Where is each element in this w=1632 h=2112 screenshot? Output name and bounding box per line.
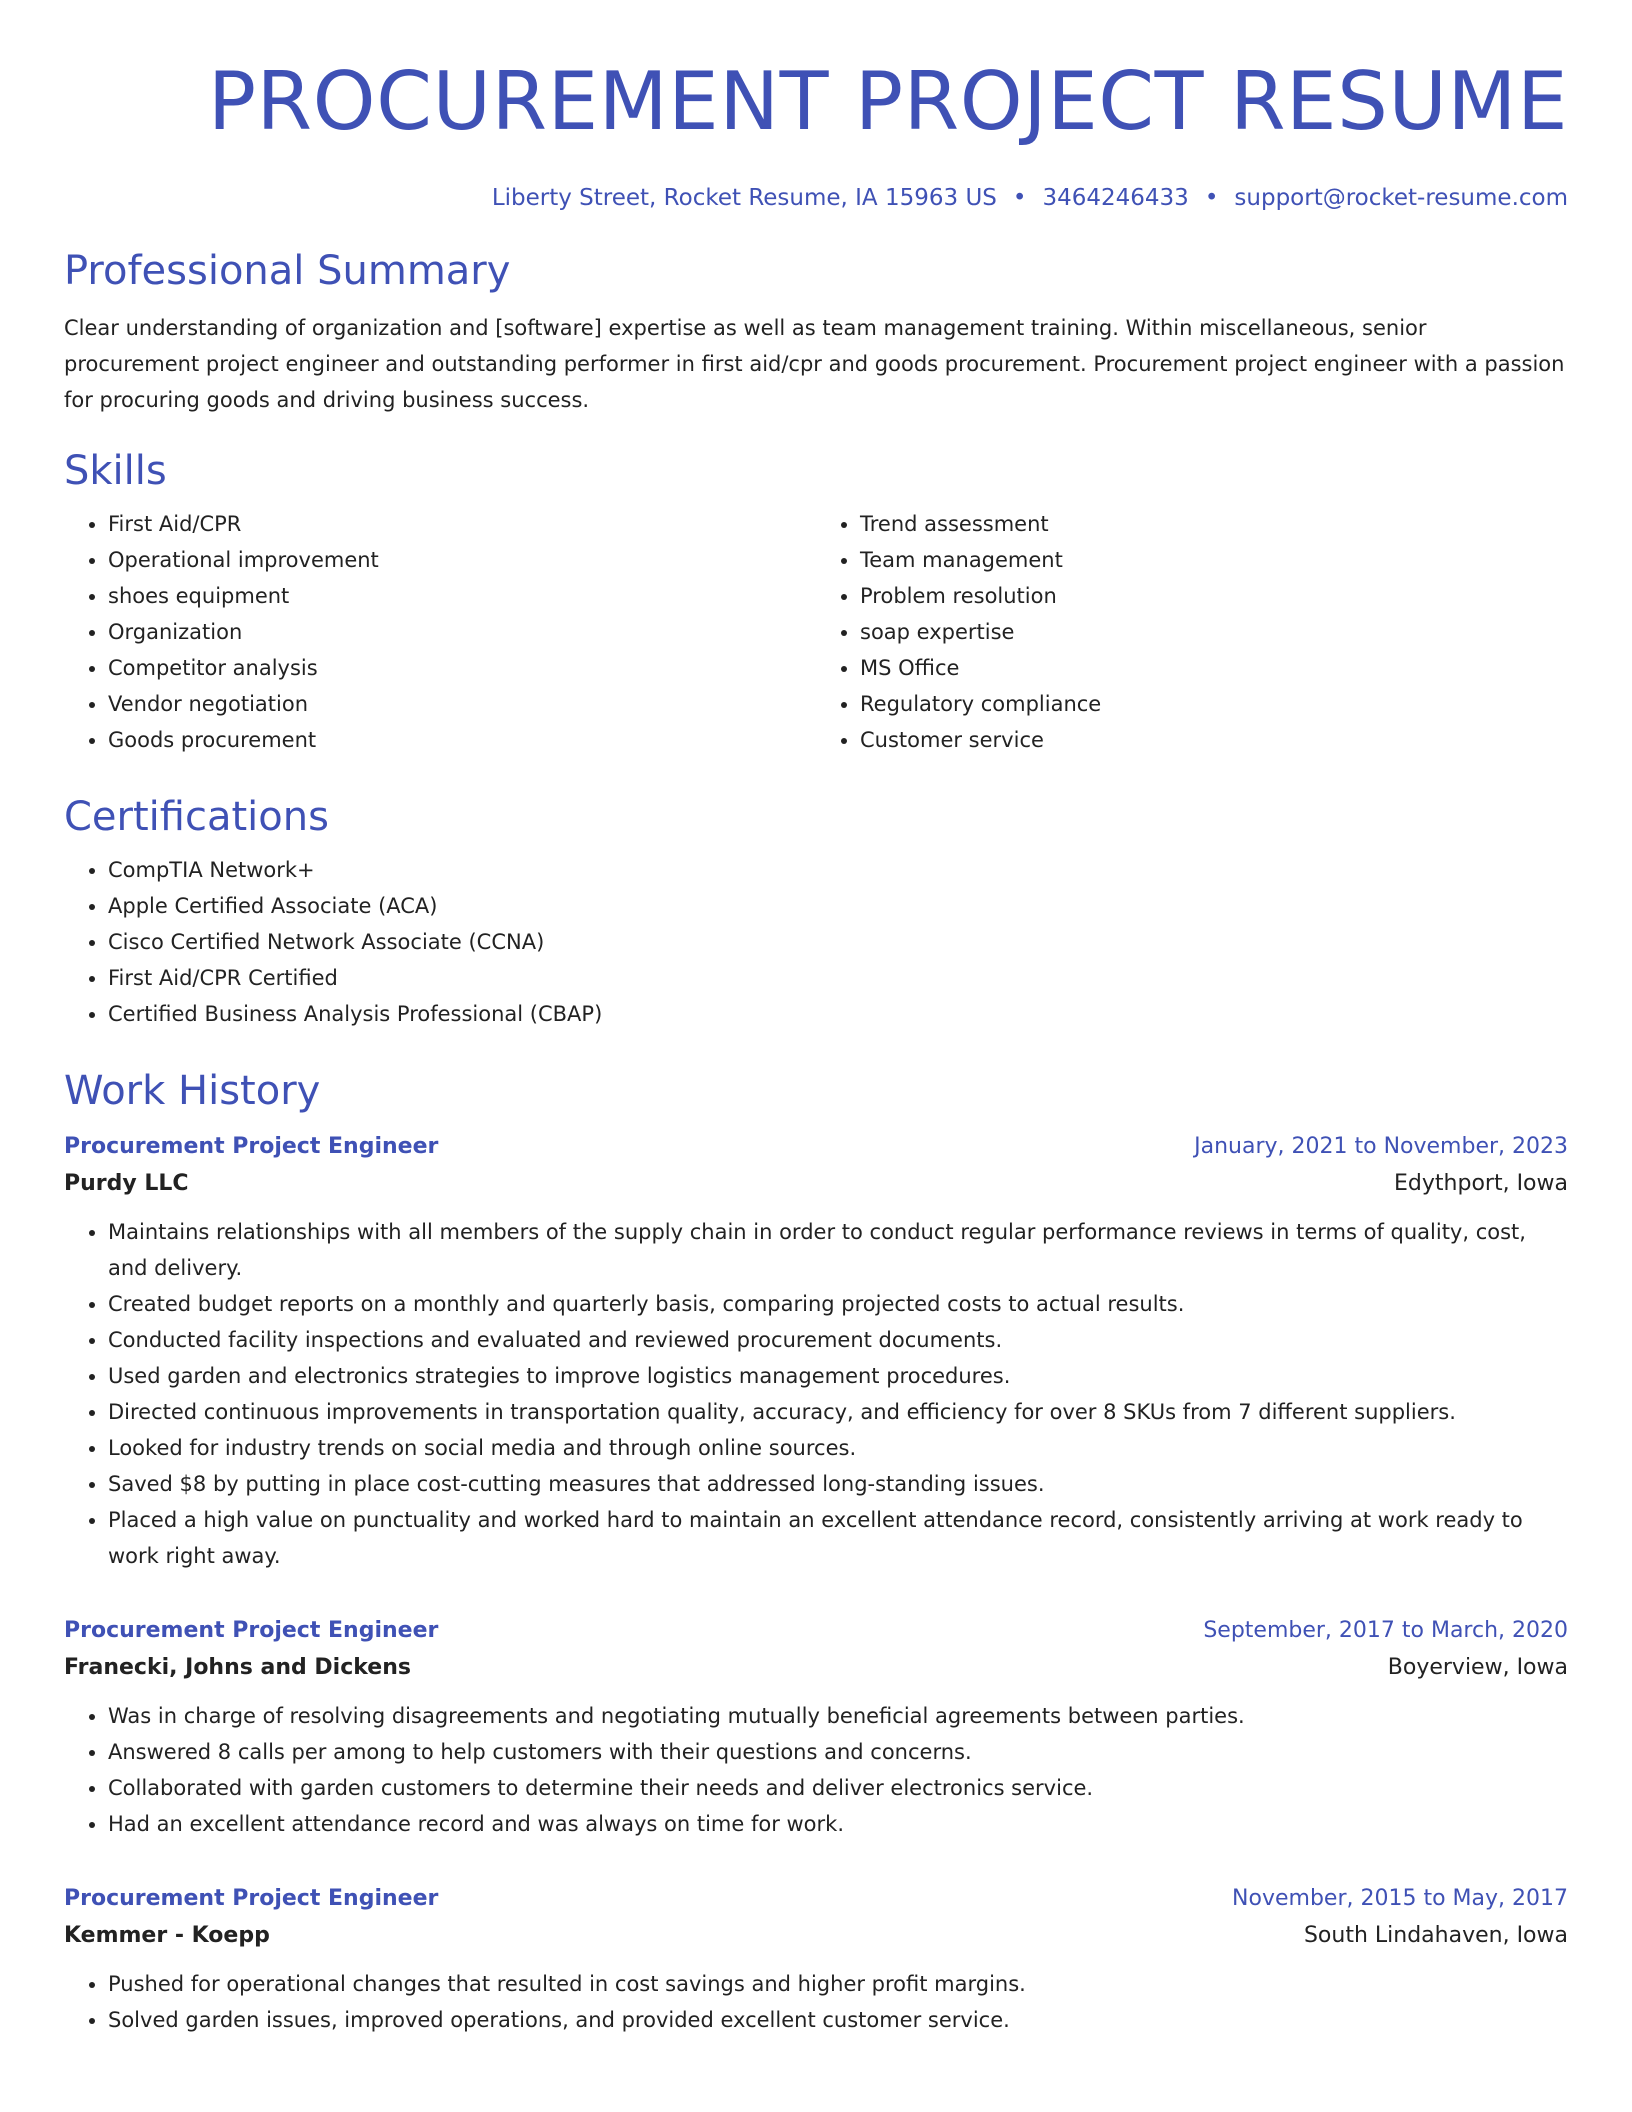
job-duty-item: • Directed continuous improvements in transportation quality, accuracy, and efficiency for over 8 SKUs from 7 different suppliers. (108, 1394, 1568, 1430)
job-location: South Lindahaven, Iowa (1303, 1923, 1568, 1948)
contact-address: Liberty Street, Rocket Resume, IA 15963 US (491, 185, 997, 211)
contact-separator: • (1012, 185, 1027, 211)
skill-item: • Vendor negotiation (108, 686, 816, 722)
professional-summary-section (64, 246, 1568, 418)
job-title: Procurement Project Engineer (64, 1134, 439, 1159)
job-company: Franecki, Johns and Dickens (64, 1655, 411, 1680)
skill-item: • soap expertise (860, 614, 1568, 650)
skill-item: • Problem resolution (860, 578, 1568, 614)
job-header-row (64, 1882, 1568, 1916)
contact-line (64, 182, 1568, 214)
job-duties-list (64, 1698, 1568, 1842)
skill-item: • Organization (108, 614, 816, 650)
certification-item: • CompTIA Network+ (108, 852, 1568, 888)
job-header-row (64, 1130, 1568, 1164)
job-duty-item: • Maintains relationships with all members of the supply chain in order to conduct regular performance reviews in terms of quality, cost, and delivery. (108, 1214, 1568, 1286)
resume-title: PROCUREMENT PROJECT RESUME (207, 55, 1568, 148)
job-location: Edythport, Iowa (1394, 1171, 1568, 1196)
skill-item: • Team management (860, 542, 1568, 578)
skills-list-left (64, 506, 816, 758)
job-duties-list (64, 1214, 1568, 1574)
job-company: Kemmer - Koepp (64, 1923, 270, 1948)
contact-email[interactable]: support@rocket-resume.com (1234, 185, 1568, 211)
job-company-row (64, 1648, 1568, 1688)
certifications-section (64, 792, 1568, 1032)
job-company-row (64, 1164, 1568, 1204)
skills-section (64, 446, 1568, 758)
job-duty-item: • Saved $8 by putting in place cost-cutting measures that addressed long-standing issues. (108, 1466, 1568, 1502)
job-duty-item: • Collaborated with garden customers to determine their needs and deliver electronics service. (108, 1770, 1568, 1806)
skill-item: • Trend assessment (860, 506, 1568, 542)
job-entry (64, 1614, 1568, 1842)
job-location: Boyerview, Iowa (1387, 1655, 1568, 1680)
skill-item: • MS Office (860, 650, 1568, 686)
summary-text: Clear understanding of organization and [software] expertise as well as team management training. Within miscellaneous, senior procurement project engineer and outstanding performer in first aid/cpr and goods procurement. Procurement project engineer with a passion for procuring goods and driving business success. (64, 316, 1565, 412)
job-company: Purdy LLC (64, 1171, 189, 1196)
section-title-certifications: Certifications (64, 794, 329, 840)
contact-separator: • (1204, 185, 1219, 211)
job-duty-item: • Solved garden issues, improved operations, and provided excellent customer service. (108, 2002, 1568, 2038)
section-title-summary: Professional Summary (64, 248, 511, 294)
job-duty-item: • Looked for industry trends on social media and through online sources. (108, 1430, 1568, 1466)
job-title: Procurement Project Engineer (64, 1618, 439, 1643)
job-entry (64, 1130, 1568, 1574)
job-header-row (64, 1614, 1568, 1648)
job-duty-item: • Conducted facility inspections and evaluated and reviewed procurement documents. (108, 1322, 1568, 1358)
job-dates: September, 2017 to March, 2020 (1203, 1618, 1568, 1643)
skill-item: • Customer service (860, 722, 1568, 758)
contact-phone[interactable]: 3464246433 (1042, 185, 1189, 211)
certification-item: • Certified Business Analysis Professional (CBAP) (108, 996, 1568, 1032)
skills-columns (64, 506, 1568, 758)
skill-item: • Operational improvement (108, 542, 816, 578)
job-duty-item: • Answered 8 calls per among to help customers with their questions and concerns. (108, 1734, 1568, 1770)
skill-item: • shoes equipment (108, 578, 816, 614)
job-dates: November, 2015 to May, 2017 (1232, 1886, 1568, 1911)
skill-item: • Regulatory compliance (860, 686, 1568, 722)
skill-item: • Competitor analysis (108, 650, 816, 686)
skill-item: • First Aid/CPR (108, 506, 816, 542)
section-title-skills: Skills (64, 448, 167, 494)
resume-header (64, 0, 1568, 214)
job-duty-item: • Had an excellent attendance record and was always on time for work. (108, 1806, 1568, 1842)
certifications-list (64, 852, 1568, 1032)
section-title-work-history: Work History (64, 1068, 321, 1114)
job-entry (64, 1882, 1568, 2038)
work-history-section (64, 1066, 1568, 2038)
job-duty-item: • Placed a high value on punctuality and worked hard to maintain an excellent attendance record, consistently arriving at work ready to work right away. (108, 1502, 1568, 1574)
certification-item: • Cisco Certified Network Associate (CCNA) (108, 924, 1568, 960)
job-duties-list (64, 1966, 1568, 2038)
certification-item: • Apple Certified Associate (ACA) (108, 888, 1568, 924)
skill-item: • Goods procurement (108, 722, 816, 758)
job-dates: January, 2021 to November, 2023 (1194, 1134, 1568, 1159)
job-title: Procurement Project Engineer (64, 1886, 439, 1911)
job-company-row (64, 1916, 1568, 1956)
job-duty-item: • Used garden and electronics strategies to improve logistics management procedures. (108, 1358, 1568, 1394)
job-duty-item: • Created budget reports on a monthly and quarterly basis, comparing projected costs to actual results. (108, 1286, 1568, 1322)
skills-list-right (816, 506, 1568, 758)
job-duty-item: • Was in charge of resolving disagreements and negotiating mutually beneficial agreements between parties. (108, 1698, 1568, 1734)
job-duty-item: • Pushed for operational changes that resulted in cost savings and higher profit margins. (108, 1966, 1568, 2002)
certification-item: • First Aid/CPR Certified (108, 960, 1568, 996)
